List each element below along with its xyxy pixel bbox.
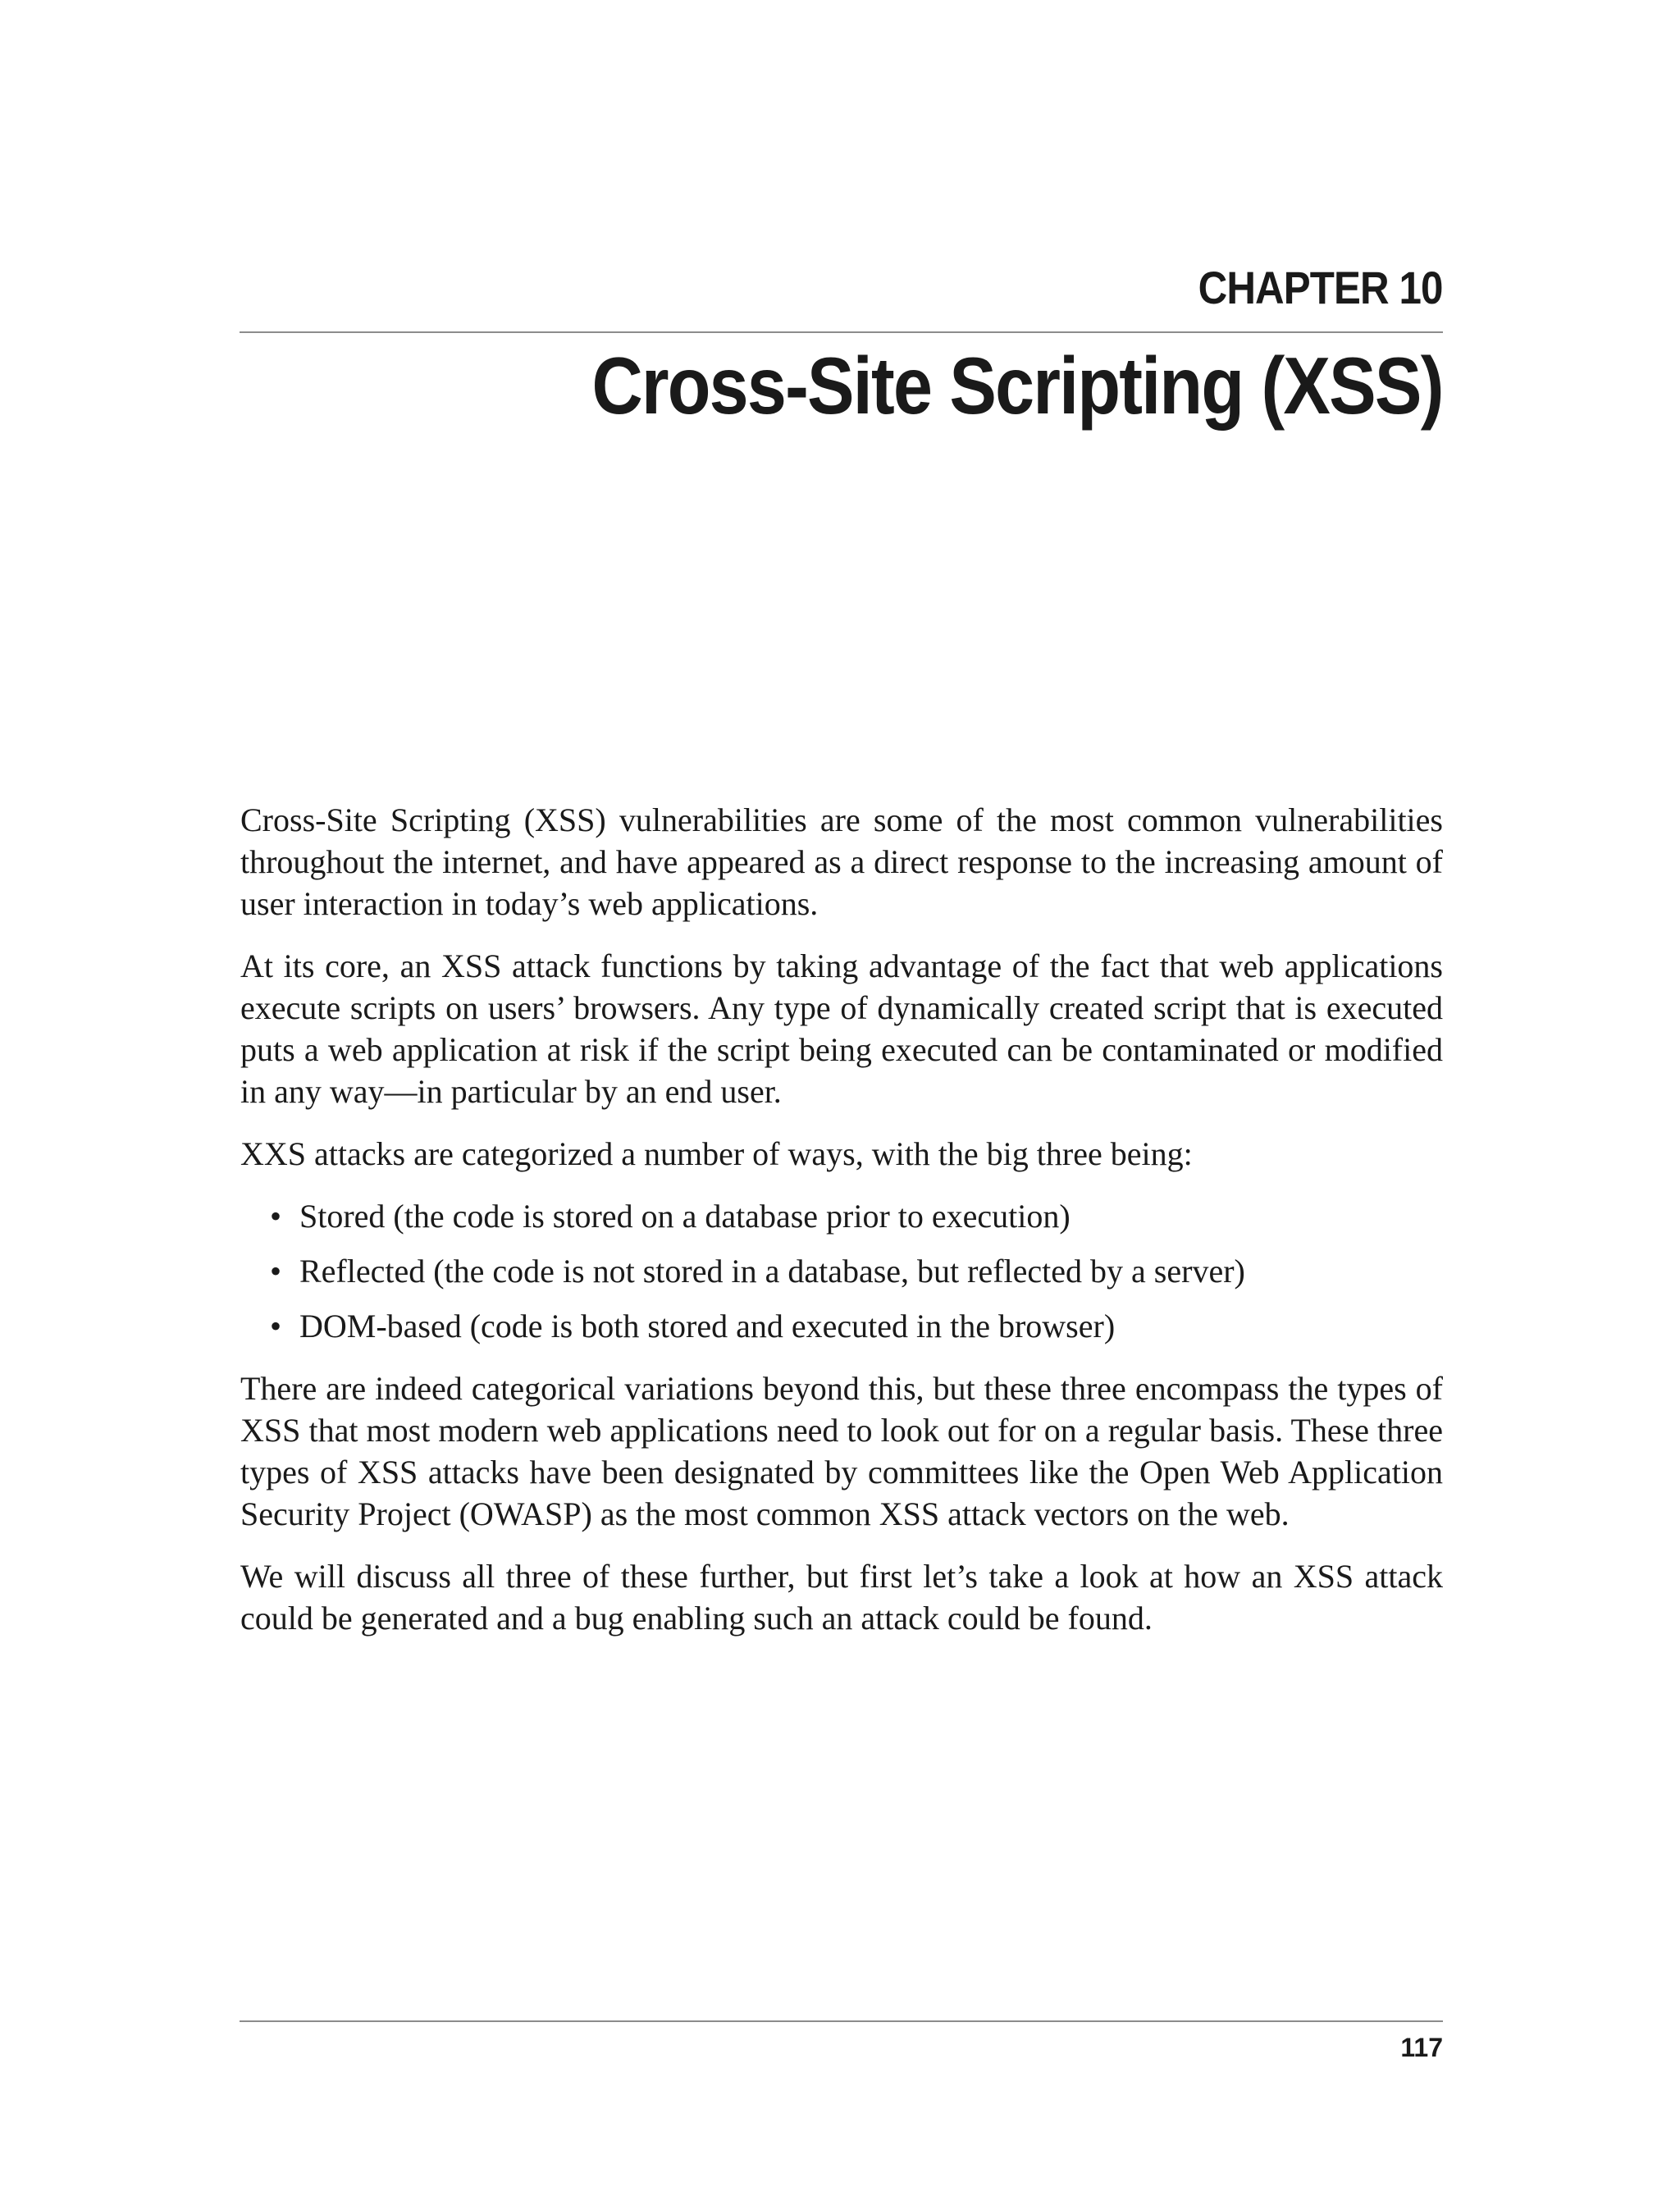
- list-item: [268, 1305, 1443, 1347]
- list-item-text: DOM-based (code is both stored and executed in the browser): [299, 1308, 1116, 1344]
- bullet-icon: •: [270, 1308, 282, 1344]
- xss-types-list: [240, 1195, 1443, 1347]
- bullet-icon: •: [270, 1253, 282, 1290]
- body-paragraph: At its core, an XSS attack functions by taking advantage of the fact that web applications execute scripts on users’ browsers. Any type of dynamically created script that is executed puts a web application at risk if the script being executed can be contaminated or modified in any way—in particular by an end user.: [240, 947, 1443, 1110]
- chapter-title: Cross-Site Scripting (XSS): [591, 340, 1443, 431]
- list-item: [268, 1250, 1443, 1292]
- body-paragraph: We will discuss all three of these further, but first let’s take a look at how an XSS attack could be generated and a bug enabling such an attack could be found.: [240, 1558, 1443, 1637]
- body-paragraph: Cross-Site Scripting (XSS) vulnerabilities are some of the most common vulnerabilities throughout the internet, and have appeared as a direct response to the increasing amount of user interaction in today’s web applications.: [240, 801, 1443, 922]
- bullet-icon: •: [270, 1198, 282, 1235]
- page-number: 117: [1400, 2033, 1443, 2062]
- list-item-text: Stored (the code is stored on a database prior to execution): [299, 1198, 1071, 1235]
- list-item-text: Reflected (the code is not stored in a database, but reflected by a server): [299, 1253, 1245, 1290]
- chapter-label: CHAPTER 10: [1198, 262, 1443, 313]
- list-item: [268, 1195, 1443, 1237]
- chapter-divider: [240, 331, 1443, 333]
- chapter-body: [240, 799, 1443, 1659]
- body-paragraph: XXS attacks are categorized a number of ways, with the big three being:: [240, 1135, 1193, 1172]
- footer-divider: [240, 2020, 1443, 2022]
- body-paragraph: There are indeed categorical variations beyond this, but these three encompass the types of XSS that most modern web applications need to look out for on a regular basis. These three types of XSS attacks have been designated by committees like the Open Web Application Security Project (OWASP) as the most common XSS attack vectors on the web.: [240, 1370, 1443, 1532]
